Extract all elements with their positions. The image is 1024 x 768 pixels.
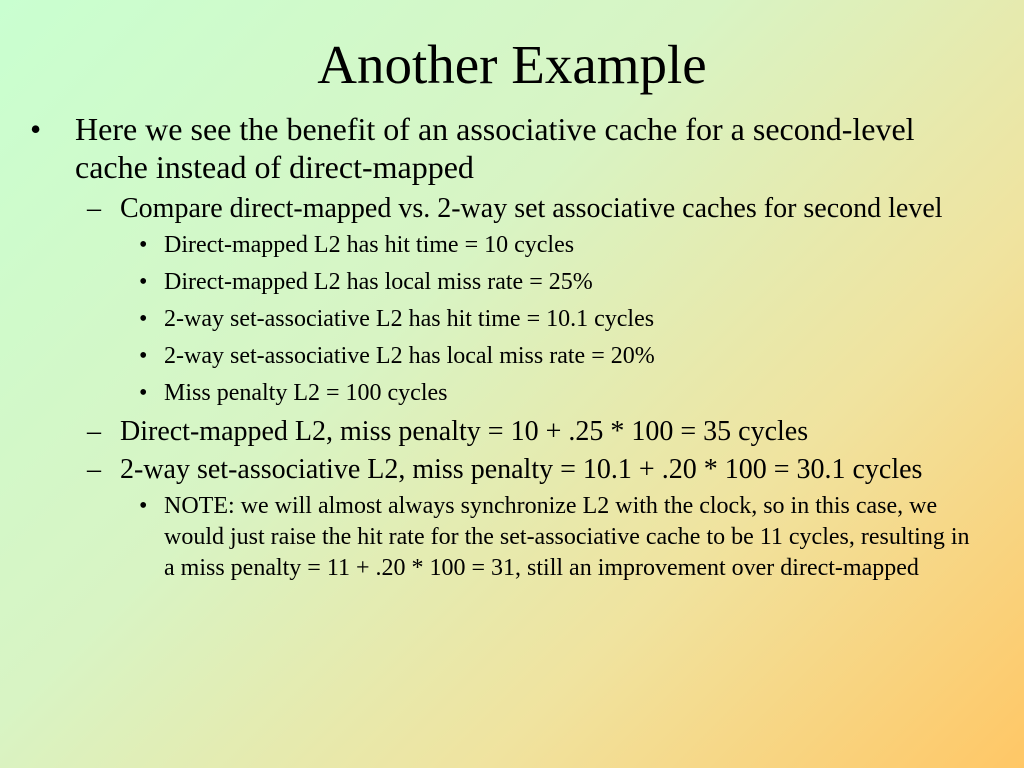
bullet-marker: • (139, 232, 148, 258)
bullet-level3-item (0, 304, 1024, 335)
bullet-level3-item (0, 491, 1024, 584)
bullet-level3-item (0, 230, 1024, 261)
bullet-level2-item (0, 453, 1024, 487)
bullet-text: Direct-mapped L2 has local miss rate = 25% (164, 269, 593, 295)
bullet-text: 2-way set-associative L2 has hit time = 10.1 cycles (164, 306, 655, 332)
bullet-level3-item (0, 341, 1024, 372)
bullet-text: Direct-mapped L2, miss penalty = 10 + .25 * 100 = 35 cycles (120, 416, 809, 447)
slide-title: Another Example (317, 34, 707, 95)
bullet-level2-item (0, 415, 1024, 449)
bullet-text: 2-way set-associative L2 has local miss rate = 20% (164, 343, 655, 369)
bullet-text: 2-way set-associative L2, miss penalty = 10.1 + .20 * 100 = 30.1 cycles (120, 454, 923, 485)
bullet-marker: • (139, 269, 148, 295)
bullet-marker: • (139, 380, 148, 406)
dash-marker: – (87, 193, 101, 224)
bullet-text: Miss penalty L2 = 100 cycles (164, 380, 448, 406)
bullet-level3-item (0, 267, 1024, 298)
bullet-text: Here we see the benefit of an associative cache for a second-level cache instead of direct-mapped (75, 111, 915, 185)
bullet-level2-item (0, 192, 1024, 226)
bullet-marker: • (139, 306, 148, 332)
bullet-text: Compare direct-mapped vs. 2-way set associative caches for second level (120, 193, 943, 224)
dash-marker: – (87, 416, 101, 447)
bullet-text: NOTE: we will almost always synchronize L2 with the clock, so in this case, we would just raise the hit rate for the set-associative cache to be 11 cycles, resulting in a miss penalty = 11 + .20 * 100 = 31, still an improvement over direct-mapped (164, 493, 970, 581)
bullet-text: Direct-mapped L2 has hit time = 10 cycles (164, 232, 575, 258)
slide-content (0, 110, 1024, 590)
bullet-level1-item (0, 110, 1024, 186)
bullet-marker: • (139, 343, 148, 369)
bullet-marker: • (30, 111, 42, 147)
bullet-marker: • (139, 493, 148, 519)
bullet-level3-item (0, 378, 1024, 409)
dash-marker: – (87, 454, 101, 485)
